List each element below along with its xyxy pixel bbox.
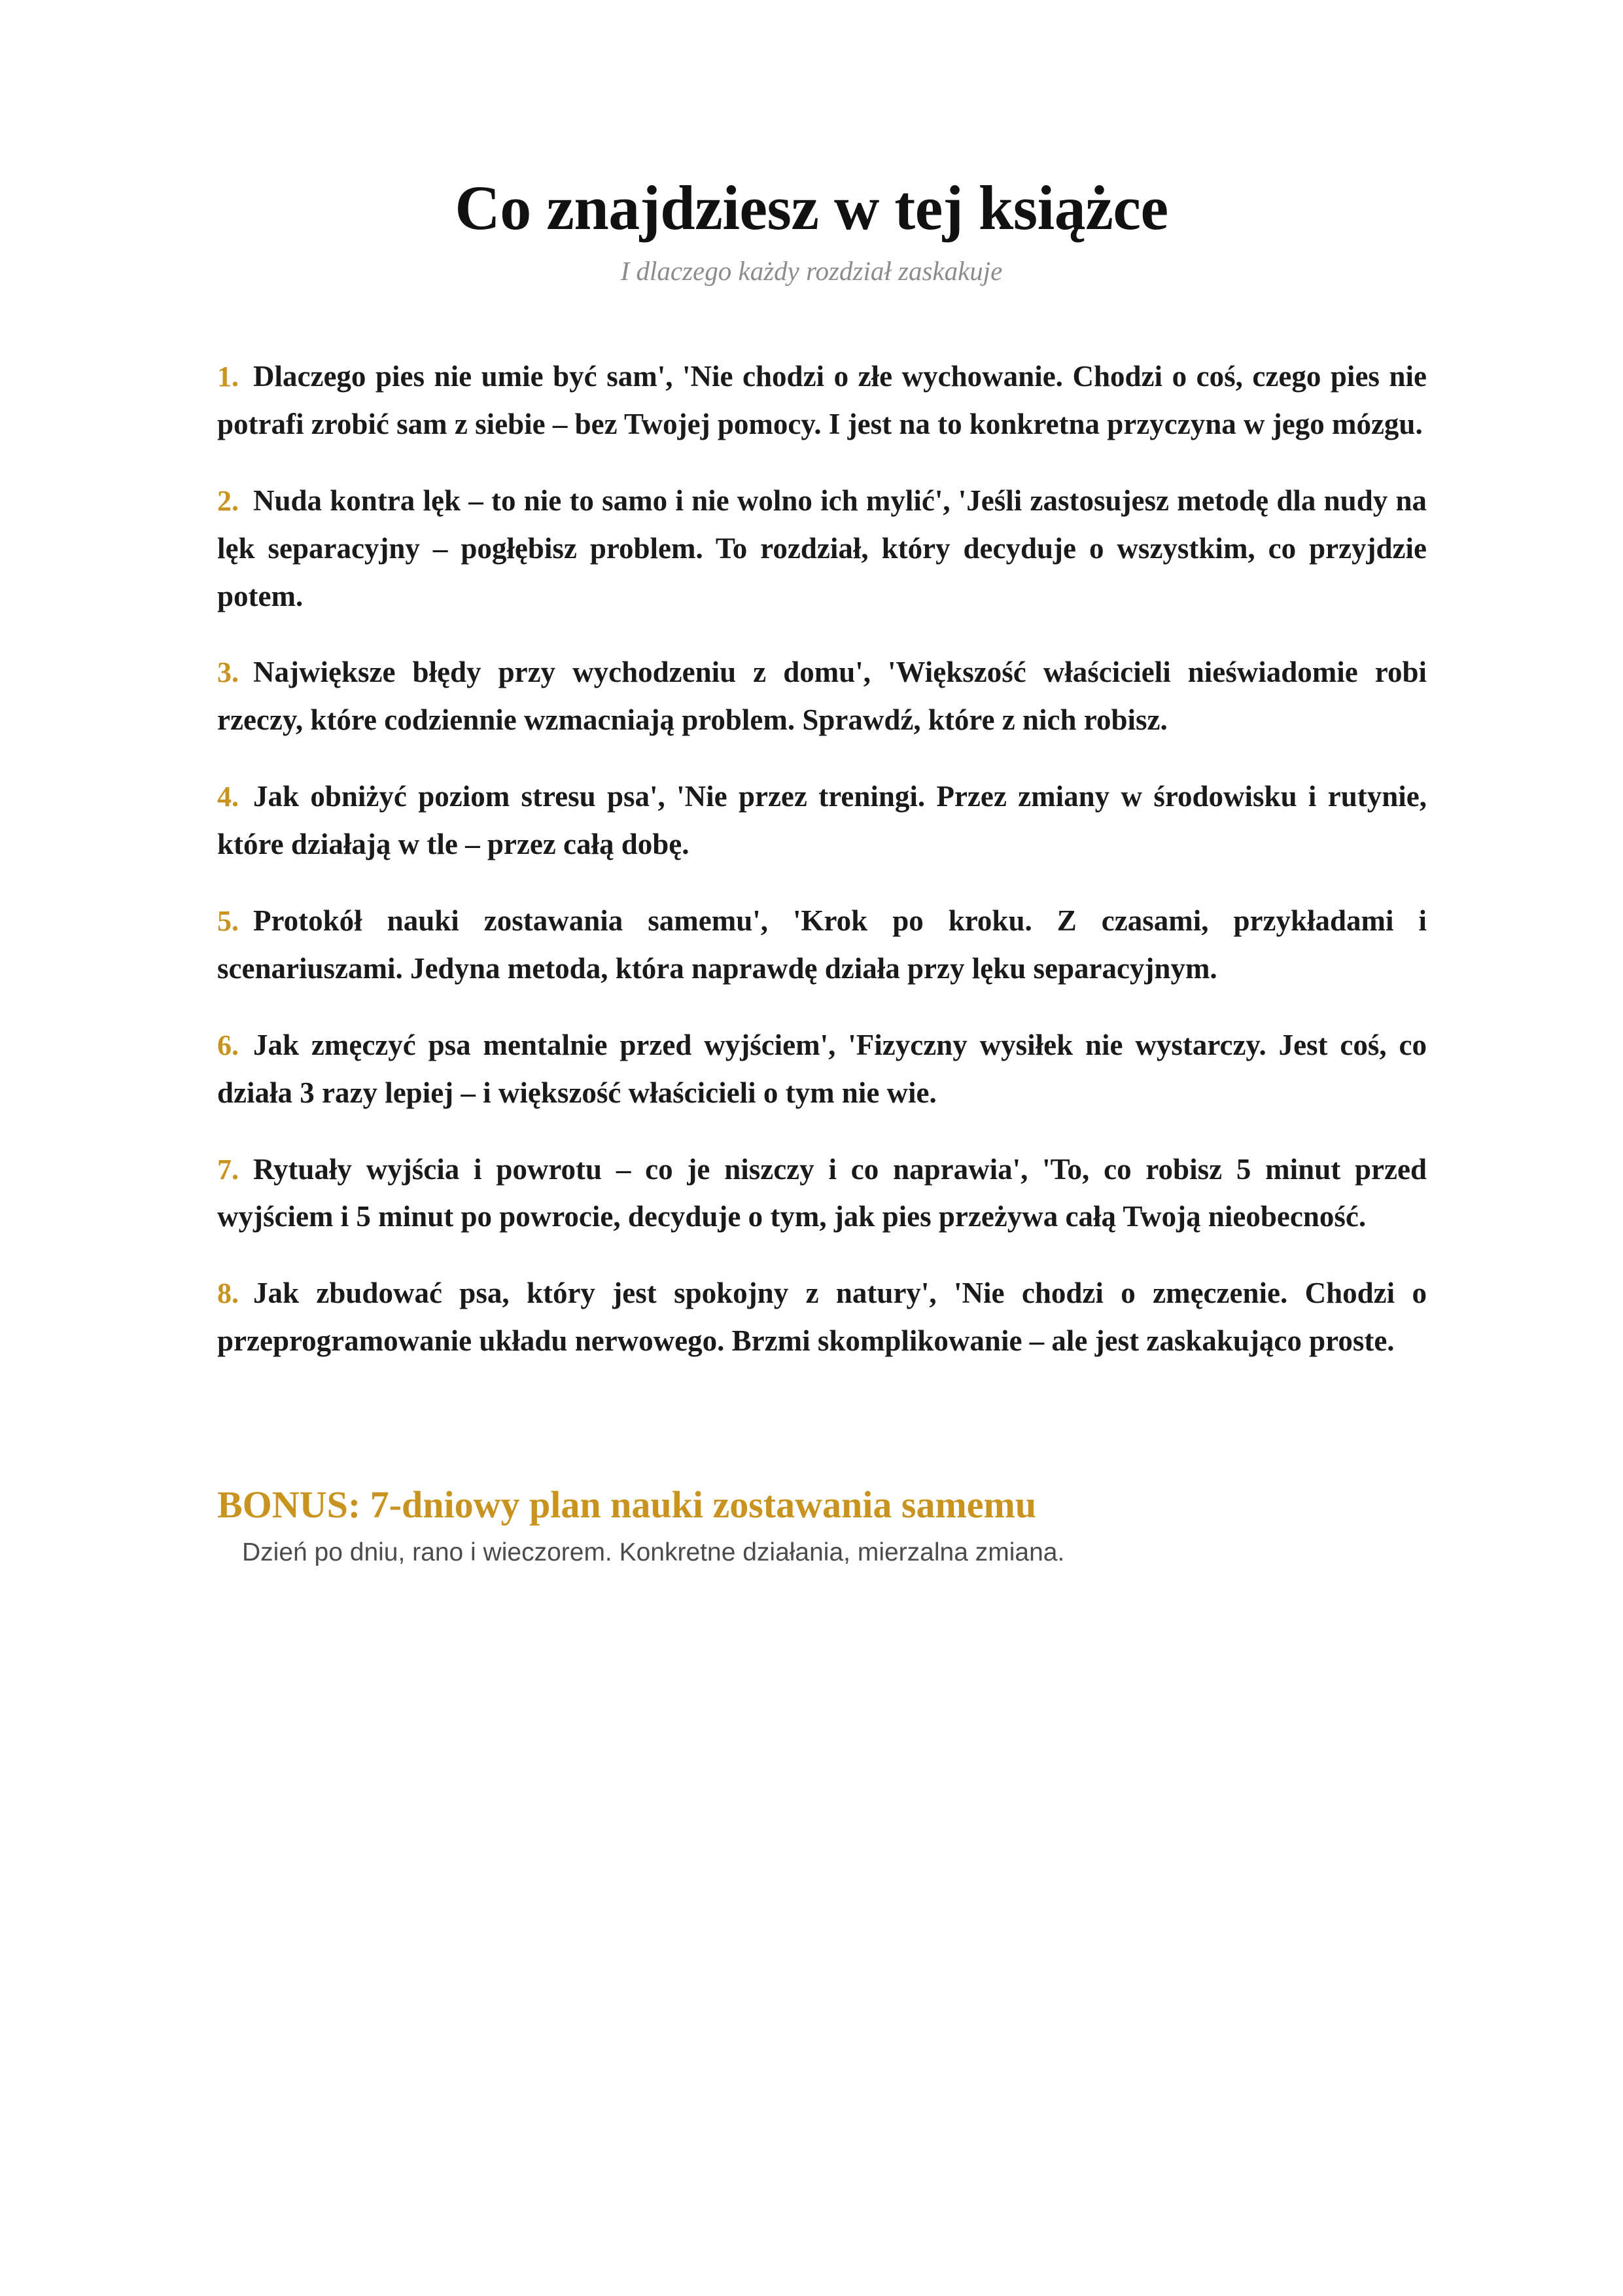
chapter-list	[217, 287, 1427, 1365]
chapter-description: Największe błędy przy wychodzeniu z domu', 'Większość właścicieli nieświadomie robi rzeczy, które codziennie wzmacniają problem. Sprawdź, które z nich robisz.	[217, 656, 1427, 737]
chapter-number: 7.	[217, 1153, 239, 1186]
list-item	[217, 1021, 1427, 1117]
chapter-number: 5.	[217, 905, 239, 938]
document-body	[0, 287, 1623, 2066]
list-item	[217, 773, 1427, 868]
chapter-description: Jak obniżyć poziom stresu psa', 'Nie przez treningi. Przez zmiany w środowisku i rutynie, które działają w tle – przez całą dobę.	[217, 780, 1427, 861]
chapter-number: 2.	[217, 484, 239, 517]
page-title: Co znajdziesz w tej książce	[455, 173, 1168, 243]
chapter-description: Protokół nauki zostawania samemu', 'Krok po kroku. Z czasami, przykładami i scenariuszami. Jedyna metoda, która naprawdę działa przy lęku separacyjnym.	[217, 904, 1427, 985]
chapter-number: 3.	[217, 656, 239, 689]
list-item	[217, 1269, 1427, 1365]
chapter-description: Jak zmęczyć psa mentalnie przed wyjściem', 'Fizyczny wysiłek nie wystarczy. Jest coś, co działa 3 razy lepiej – i większość właścicieli o tym nie wie.	[217, 1028, 1427, 1109]
page-subtitle: I dlaczego każdy rozdział zaskakuje	[620, 255, 1003, 286]
chapter-number: 1.	[217, 361, 239, 393]
list-item	[217, 353, 1427, 448]
bonus-section	[217, 1483, 1427, 1568]
chapter-description: Rytuały wyjścia i powrotu – co je niszczy i co naprawia', 'To, co robisz 5 minut przed wyjściem i 5 minut po powrocie, decyduje o tym, jak pies przeżywa całą Twoją nieobecność.	[217, 1152, 1427, 1233]
list-item	[217, 477, 1427, 620]
bonus-heading: BONUS: 7-dniowy plan nauki zostawania samemu	[217, 1483, 1037, 1527]
chapter-description: Jak zbudować psa, który jest spokojny z natury', 'Nie chodzi o zmęczenie. Chodzi o przeprogramowanie układu nerwowego. Brzmi skomplikowanie – ale jest zaskakująco proste.	[217, 1277, 1427, 1358]
chapter-number: 4.	[217, 781, 239, 813]
list-item	[217, 897, 1427, 993]
bonus-subtitle: Dzień po dniu, rano i wieczorem. Konkretne działania, mierzalna zmiana.	[242, 1538, 1065, 1566]
page-bottom-whitespace	[217, 1568, 1427, 2066]
list-item	[217, 1146, 1427, 1241]
list-item	[217, 648, 1427, 744]
chapter-description: Nuda kontra lęk – to nie to samo i nie wolno ich mylić', 'Jeśli zastosujesz metodę dla nudy na lęk separacyjny – pogłębisz problem. To rozdział, który decyduje o wszystkim, co przyjdzie potem.	[217, 484, 1427, 612]
chapter-number: 8.	[217, 1277, 239, 1310]
document-header	[0, 0, 1623, 287]
chapter-number: 6.	[217, 1029, 239, 1061]
chapter-description: Dlaczego pies nie umie być sam', 'Nie chodzi o złe wychowanie. Chodzi o coś, czego pies nie potrafi zrobić sam z siebie – bez Twojej pomocy. I jest na to konkretna przyczyna w jego mózgu.	[217, 360, 1427, 440]
